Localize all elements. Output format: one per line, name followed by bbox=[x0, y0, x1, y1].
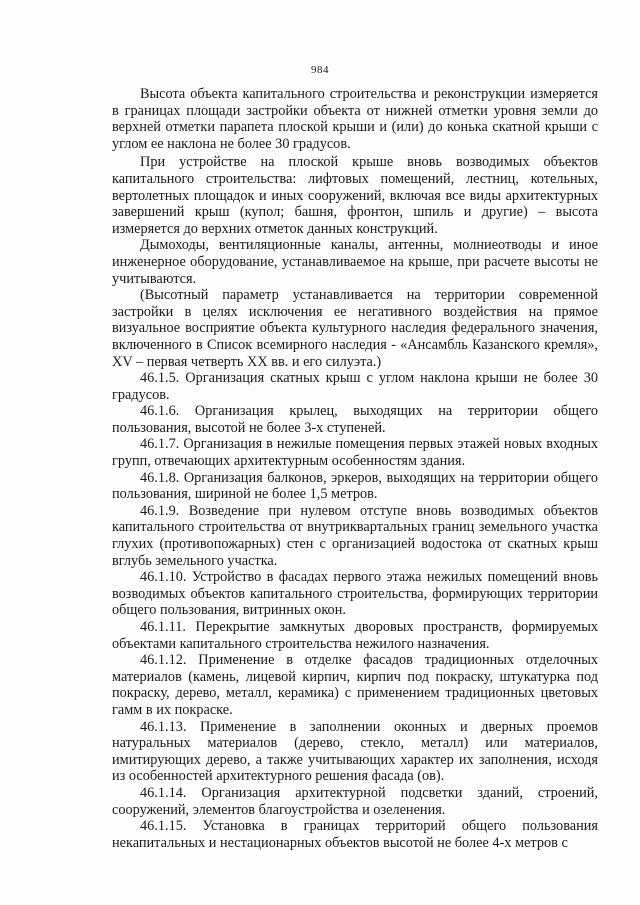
paragraph-height-parameter-note: (Высотный параметр устанавливается на территории современной застройки в целях исключения ее негативного воздействия на прямое визуальное восприятие объекта культурного наследия федерального значения, включенного в Список всемирного наследия - «Ансамбль Казанского кремля», XV – первая четверть XX вв. и его силуэта.) bbox=[112, 287, 598, 370]
clause-46-1-6: 46.1.6. Организация крылец, выходящих на территории общего пользования, высотой не более 3-х ступеней. bbox=[112, 403, 598, 436]
paragraph-height-measurement: Высота объекта капитального строительства и реконструкции измеряется в границах площади застройки объекта от нижней отметки уровня земли до верхней отметки парапета плоской крыши и (или) до конька скатной крыши с углом ее наклона не более 30 градусов. bbox=[112, 86, 598, 152]
paragraph-roof-equipment: Дымоходы, вентиляционные каналы, антенны, молниеотводы и иное инженерное оборудование, устанавливаемое на крыше, при расчете высоты не учитываются. bbox=[112, 237, 598, 287]
clause-46-1-10: 46.1.10. Устройство в фасадах первого этажа нежилых помещений вновь возводимых объектов капитального строительства, формирующих территории общего пользования, витринных окон. bbox=[112, 569, 598, 619]
clause-46-1-15: 46.1.15. Установка в границах территорий общего пользования некапитальных и нестационарных объектов высотой не более 4-х метров с bbox=[112, 818, 598, 851]
clause-46-1-11: 46.1.11. Перекрытие замкнутых дворовых пространств, формируемых объектами капитального строительства нежилого назначения. bbox=[112, 619, 598, 652]
page-number: 984 bbox=[311, 64, 329, 76]
document-body bbox=[112, 86, 598, 851]
clause-46-1-9: 46.1.9. Возведение при нулевом отступе вновь возводимых объектов капитального строительства от внутриквартальных границ земельного участка глухих (противопожарных) стен с организацией водостока от скатных крыш вглубь земельного участка. bbox=[112, 502, 598, 569]
clause-46-1-5: 46.1.5. Организация скатных крыш с углом наклона крыши не более 30 градусов. bbox=[112, 370, 598, 403]
clause-46-1-8: 46.1.8. Организация балконов, эркеров, выходящих на территории общего пользования, шириной не более 1,5 метров. bbox=[112, 469, 598, 503]
clause-46-1-13: 46.1.13. Применение в заполнении оконных и дверных проемов натуральных материалов (дерево, стекло, металл) или материалов, имитирующих дерево, а также учитывающих характер их заполнения, исходя из особенностей архитектурного решения фасада (ов). bbox=[112, 718, 598, 785]
clause-46-1-14: 46.1.14. Организация архитектурной подсветки зданий, строений, сооружений, элементов благоустройства и озеленения. bbox=[112, 784, 598, 818]
paragraph-roof-structures: При устройстве на плоской крыше вновь возводимых объектов капитального строительства: лифтовых помещений, лестниц, котельных, вертолетных площадок и иных сооружений, включая все виды архитектурных завершений крыш (купол; башня, фронтон, шпиль и другие) – высота измеряется до верхних отметок данных конструкций. bbox=[112, 154, 598, 237]
clause-46-1-7: 46.1.7. Организация в нежилые помещения первых этажей новых входных групп, отвечающих архитектурным особенностям здания. bbox=[112, 436, 598, 470]
clause-46-1-12: 46.1.12. Применение в отделке фасадов традиционных отделочных материалов (камень, лицевой кирпич, кирпич под покраску, штукатурка под покраску, дерево, металл, керамика) с применением традиционных цветовых гамм в их покраске. bbox=[112, 652, 598, 718]
